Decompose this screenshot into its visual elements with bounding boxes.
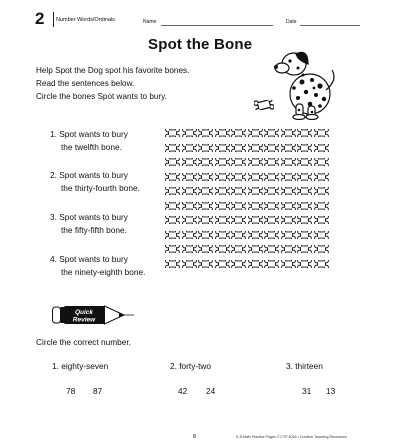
bone-icon[interactable]: [248, 187, 263, 195]
bone-icon[interactable]: [264, 158, 279, 166]
bone-icon[interactable]: [165, 260, 180, 268]
bone-icon[interactable]: [264, 216, 279, 224]
bone-icon[interactable]: [281, 187, 296, 195]
bone-icon[interactable]: [198, 260, 213, 268]
dalmatian-dog-illustration: [268, 42, 348, 120]
bone-icon[interactable]: [264, 173, 279, 181]
bone-icon[interactable]: [314, 216, 329, 224]
bone-icon[interactable]: [314, 144, 329, 152]
question-4-line-1: 4. Spot wants to bury: [50, 254, 128, 264]
bone-icon[interactable]: [281, 216, 296, 224]
bone-icon[interactable]: [198, 187, 213, 195]
bone-icon[interactable]: [231, 231, 246, 239]
choice-question-2: 2. forty-two: [170, 361, 212, 371]
footer-credit: K-8 Math Practice Pages © CTP 5016 • Creative Teaching Resources: [236, 435, 347, 439]
bone-icon[interactable]: [231, 158, 246, 166]
footer-page-number: 8: [193, 434, 197, 440]
bone-icon[interactable]: [198, 144, 213, 152]
bone-icon[interactable]: [314, 231, 329, 239]
bone-icon[interactable]: [297, 158, 312, 166]
bone-icon[interactable]: [198, 202, 213, 210]
bone-icon[interactable]: [314, 202, 329, 210]
bone-icon[interactable]: [198, 245, 213, 253]
bone-icon[interactable]: [248, 173, 263, 181]
bone-icon[interactable]: [182, 202, 197, 210]
bone-icon[interactable]: [198, 173, 213, 181]
bone-icon[interactable]: [182, 231, 197, 239]
bone-icon[interactable]: [231, 260, 246, 268]
question-4-line-2: the ninety-eighth bone.: [61, 267, 146, 277]
bone-icon: [254, 100, 274, 110]
bone-icon[interactable]: [231, 173, 246, 181]
bone-icon[interactable]: [165, 202, 180, 210]
bone-icon[interactable]: [314, 187, 329, 195]
bone-row: [165, 202, 329, 210]
bone-icon[interactable]: [182, 173, 197, 181]
bone-icon[interactable]: [297, 202, 312, 210]
intro-line-1: Help Spot the Dog spot his favorite bones.: [36, 66, 190, 75]
choice-1-option-1[interactable]: 78: [66, 386, 76, 396]
bone-icon[interactable]: [215, 187, 230, 195]
bone-icon[interactable]: [182, 245, 197, 253]
bone-icon[interactable]: [231, 216, 246, 224]
bone-icon[interactable]: [281, 158, 296, 166]
bone-icon[interactable]: [182, 187, 197, 195]
bone-icon[interactable]: [281, 260, 296, 268]
bone-icon[interactable]: [215, 216, 230, 224]
bone-icon[interactable]: [264, 144, 279, 152]
bone-icon[interactable]: [182, 260, 197, 268]
header-divider: [53, 12, 54, 27]
bone-icon[interactable]: [231, 144, 246, 152]
choice-2-option-2[interactable]: 24: [206, 386, 216, 396]
bone-icon[interactable]: [231, 129, 246, 137]
bone-icon[interactable]: [314, 129, 329, 137]
bone-icon[interactable]: [198, 158, 213, 166]
bone-icon[interactable]: [215, 231, 230, 239]
bone-icon[interactable]: [215, 245, 230, 253]
bone-icon[interactable]: [198, 129, 213, 137]
name-label: Name: [143, 19, 157, 25]
bone-icon[interactable]: [182, 216, 197, 224]
bone-icon[interactable]: [248, 231, 263, 239]
bone-icon[interactable]: [281, 231, 296, 239]
bone-row: [165, 260, 329, 268]
bone-icon[interactable]: [248, 129, 263, 137]
bone-row: [165, 231, 329, 239]
choice-1-option-2[interactable]: 87: [93, 386, 103, 396]
question-2-line-2: the thirty-fourth bone.: [61, 183, 140, 193]
bone-row: [165, 158, 329, 166]
bone-row: [165, 216, 329, 224]
date-label: Date: [286, 19, 297, 25]
bone-icon[interactable]: [165, 231, 180, 239]
name-field-line[interactable]: [161, 25, 273, 26]
bone-icon[interactable]: [264, 245, 279, 253]
bone-icon[interactable]: [231, 187, 246, 195]
bone-icon[interactable]: [297, 173, 312, 181]
bone-icon[interactable]: [264, 187, 279, 195]
bone-icon[interactable]: [165, 144, 180, 152]
bone-icon[interactable]: [215, 202, 230, 210]
bone-icon[interactable]: [215, 144, 230, 152]
bone-icon[interactable]: [248, 202, 263, 210]
bone-icon[interactable]: [281, 173, 296, 181]
bone-row: [165, 245, 329, 253]
bone-icon[interactable]: [182, 158, 197, 166]
bone-icon[interactable]: [297, 144, 312, 152]
choice-question-1: 1. eighty-seven: [52, 361, 109, 371]
bone-icon[interactable]: [231, 202, 246, 210]
bone-icon[interactable]: [165, 216, 180, 224]
bone-icon[interactable]: [165, 158, 180, 166]
bone-row: [165, 129, 329, 137]
choice-2-option-1[interactable]: 42: [178, 386, 188, 396]
bone-icon[interactable]: [198, 216, 213, 224]
date-field-line[interactable]: [300, 25, 360, 26]
bone-icon[interactable]: [281, 144, 296, 152]
bone-icon[interactable]: [248, 144, 263, 152]
bone-icon[interactable]: [264, 231, 279, 239]
bone-icon[interactable]: [297, 245, 312, 253]
choice-3-option-2[interactable]: 13: [326, 386, 336, 396]
bone-row: [165, 173, 329, 181]
topic-label: Number Words/Ordinals: [56, 17, 115, 23]
bone-row: [165, 187, 329, 195]
bone-icon[interactable]: [248, 216, 263, 224]
intro-line-3: Circle the bones Spot wants to bury.: [36, 92, 167, 101]
bone-icon[interactable]: [264, 129, 279, 137]
bone-icon[interactable]: [215, 158, 230, 166]
bone-icon[interactable]: [281, 202, 296, 210]
choice-question-3: 3. thirteen: [286, 361, 323, 371]
bone-icon[interactable]: [215, 260, 230, 268]
bone-icon[interactable]: [165, 129, 180, 137]
bone-icon[interactable]: [248, 158, 263, 166]
quick-review-line-1: Quick: [74, 309, 94, 316]
bone-icon[interactable]: [248, 245, 263, 253]
question-3-line-2: the fifty-fifth bone.: [61, 225, 127, 235]
question-1-line-1: 1. Spot wants to bury: [50, 129, 128, 139]
bone-icon[interactable]: [248, 260, 263, 268]
bone-icon[interactable]: [281, 245, 296, 253]
bone-icon[interactable]: [231, 245, 246, 253]
page-title: Spot the Bone: [148, 36, 253, 53]
bone-icon[interactable]: [297, 216, 312, 224]
bone-icon[interactable]: [182, 129, 197, 137]
bone-icon[interactable]: [165, 245, 180, 253]
bone-icon[interactable]: [215, 129, 230, 137]
bone-icon[interactable]: [182, 144, 197, 152]
bone-icon[interactable]: [198, 231, 213, 239]
section-instruction: Circle the correct number.: [36, 337, 131, 347]
bone-icon[interactable]: [215, 173, 230, 181]
bone-icon[interactable]: [297, 231, 312, 239]
intro-line-2: Read the sentences below.: [36, 79, 135, 88]
bone-icon[interactable]: [165, 187, 180, 195]
bone-icon[interactable]: [297, 260, 312, 268]
question-1-line-2: the twelfth bone.: [61, 142, 122, 152]
bone-icon[interactable]: [165, 173, 180, 181]
quick-review-line-2: Review: [72, 316, 96, 324]
question-3-line-1: 3. Spot wants to bury: [50, 212, 128, 222]
choice-3-option-1[interactable]: 31: [302, 386, 312, 396]
bone-icon[interactable]: [264, 260, 279, 268]
bone-icon[interactable]: [314, 158, 329, 166]
bone-icon[interactable]: [297, 187, 312, 195]
bone-icon[interactable]: [314, 173, 329, 181]
bone-icon[interactable]: [314, 260, 329, 268]
page-number-badge: 2: [35, 9, 45, 28]
quick-review-pencil-banner: [52, 305, 134, 325]
bone-icon[interactable]: [264, 202, 279, 210]
bone-icon[interactable]: [314, 245, 329, 253]
bone-row: [165, 144, 329, 152]
bone-icon[interactable]: [281, 129, 296, 137]
bone-icon[interactable]: [297, 129, 312, 137]
question-2-line-1: 2. Spot wants to bury: [50, 170, 128, 180]
